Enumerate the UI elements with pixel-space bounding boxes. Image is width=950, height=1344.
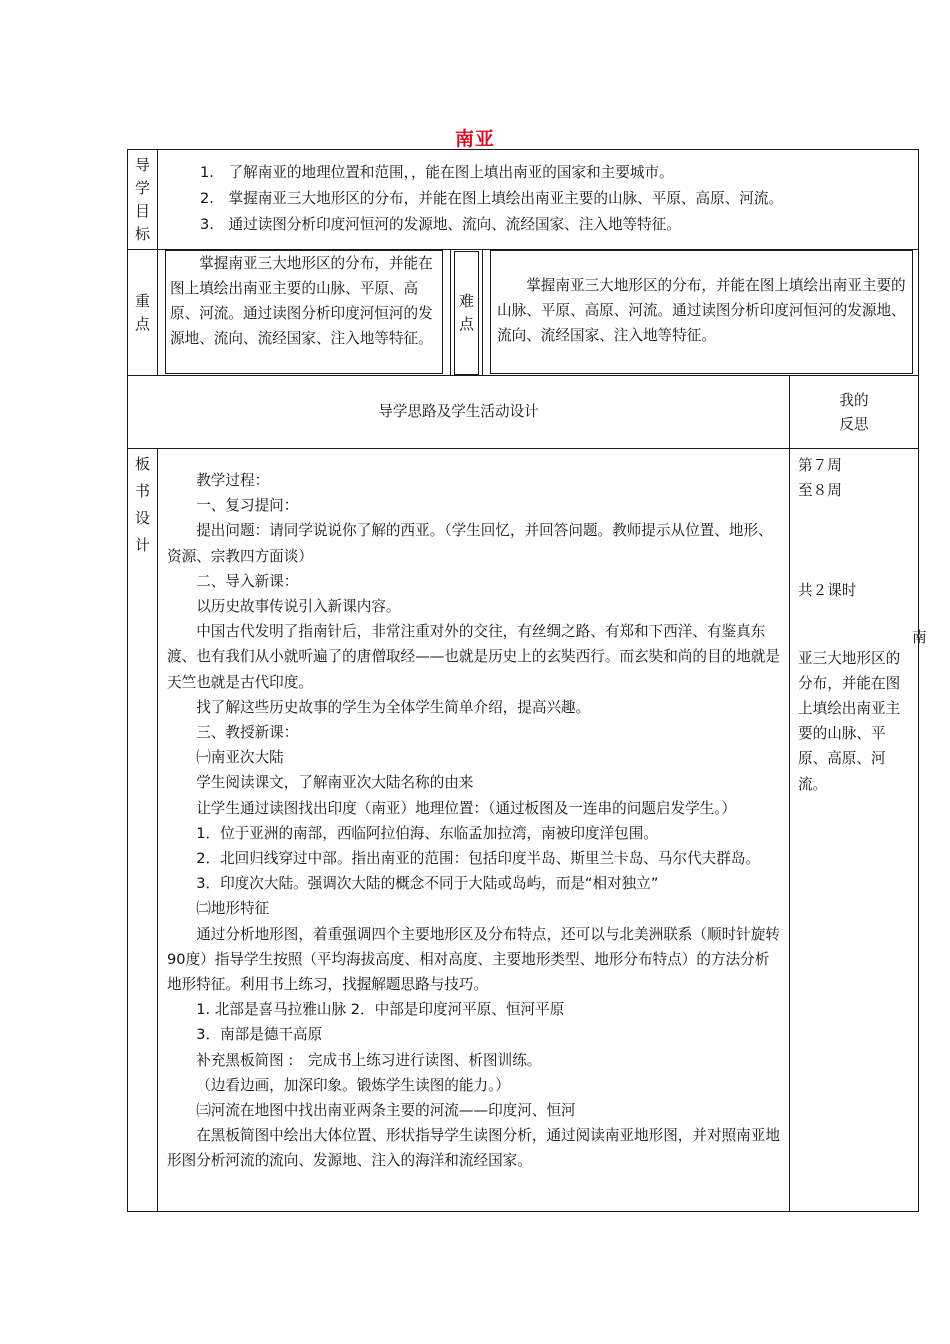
margin-char: 南 [912,629,927,646]
process-paragraph: 补充黑板简图 : 完成书上练习进行读图、析图训练。 [196,1051,542,1069]
board-label-char: 书 [134,482,150,500]
process-paragraph: 2．北回归线穿过中部。指出南亚的范围：包括印度半岛、斯里兰卡岛、马尔代夫群岛。 [196,850,761,868]
key-points-text: 掌握南亚三大地形区的分布，并能在图上填绘出南亚主要的山脉、平原、高原、河流。通过读图分析印度河恒河的发源地、流向、流经国家、注入地等特征。 [170,255,433,347]
reflection-header-cell [789,375,919,449]
difficult-points-text: 掌握南亚三大地形区的分布，并能在图上填绘出南亚主要的山脉、平原、高原、河流。通过读图分析印度河恒河的发源地、流向、流经国家、注入地等特征。 [497,277,906,344]
page-title: 南亚 [454,128,495,150]
process-paragraph: ㈢河流在地图中找出南亚两条主要的河流——印度河、恒河 [196,1102,576,1120]
objectives-label-char: 标 [134,224,150,243]
process-paragraph: 让学生通过读图找出印度（南亚）地理位置：（通过板图及一连串的问题启发学生。） [196,799,737,817]
reflection-note: 亚三大地形区的分布，并能在图上填绘出南亚主要的山脉、平原、高原、河流。 [798,649,901,793]
process-paragraph: 3．印度次大陆。强调次大陆的概念不同于大陆或岛屿，而是“相对独立” [196,875,659,893]
difficult-points-label [450,249,483,376]
reflection-notes [798,453,914,797]
objective-item-1: 1. 了解南亚的地理位置和范围，，能在图上填出南亚的国家和主要城市。 [200,164,674,181]
key-points-label [127,249,158,376]
key-points-inner-box [165,250,443,374]
board-label-cell [127,448,158,1212]
difficult-points-inner-box [490,250,913,374]
objectives-label-char: 导 [134,155,150,174]
process-paragraph: 在黑板简图中绘出大体位置、形状指导学生读图分析，通过阅读南亚地形图，并对照南亚地形图分析河流的流向、发源地、注入的海洋和流经国家。 [167,1127,780,1170]
lesson-count: 共２课时 [798,582,857,600]
key-points-label-char: 重 [134,291,150,310]
process-paragraph: 中国古代发明了指南针后，非常注重对外的交往，有丝绸之路、有郑和下西洋、有鉴真东渡、也有我们从小就听遍了的唐僧取经——也就是历史上的玄奘西行。而玄奘和尚的目的地就是天竺也就是古代印度。 [167,623,780,691]
process-paragraph: （边看边画，加深印象。锻炼学生读图的能力。） [196,1076,510,1094]
reflection-header-line2: 反思 [839,416,869,433]
objectives-label [127,149,158,250]
process-paragraph: 一、复习提问： [196,497,299,515]
reflection-header-line1: 我的 [839,392,869,409]
key-points-label-char: 点 [134,314,150,333]
process-paragraph: 找了解这些历史故事的学生为全体学生简单介绍，提高兴趣。 [196,698,591,716]
design-header-title: 导学思路及学生活动设计 [378,403,539,420]
objectives-label-char: 学 [134,178,150,197]
objective-item-3: 3. 通过读图分析印度河恒河的发源地、流向、流经国家、注入地等特征。 [200,216,681,233]
process-paragraph: 1. 北部是喜马拉雅山脉 2．中部是印度河平原、恒河平原 [196,1001,565,1019]
board-label-char: 板 [134,455,150,473]
process-paragraph: 以历史故事传说引入新课内容。 [196,598,401,616]
board-label-char: 计 [134,536,150,554]
objective-item-2: 2. 掌握南亚三大地形区的分布，并能在图上填绘出南亚主要的山脉、平原、高原、河流。 [200,190,784,207]
week-line2: 至８周 [798,482,842,500]
process-paragraph: ㈡地形特征 [196,900,270,918]
reflection-cell [789,448,919,1212]
difficult-points-label-char: 点 [458,315,474,333]
board-label-char: 设 [134,509,150,527]
week-line1: 第７周 [798,457,842,474]
process-paragraph: ㈠南亚次大陆 [196,749,284,767]
process-paragraph: 提出问题：请同学说说你了解的西亚。（学生回忆，并回答问题。教师提示从位置、地形、资源、宗教四方面谈） [167,522,773,565]
process-paragraph: 1．位于亚洲的南部，西临阿拉伯海、东临孟加拉湾，南被印度洋包围。 [196,824,658,842]
difficult-label-inner [454,251,479,375]
objectives-label-char: 目 [134,201,150,220]
board-content-cell [157,448,790,1212]
process-paragraph: 三、教授新课： [196,724,299,742]
process-paragraph: 通过分析地形图，着重强调四个主要地形区及分布特点，还可以与北美洲联系（顺时针旋转90度）指导学生按照（平均海拔高度、相对高度、主要地形类型、地形分布特点）的方法分析地形特征。利用书上练习，找握解题思路与技巧。 [167,925,780,994]
process-paragraph: 学生阅读课文，了解南亚次大陆名称的由来 [196,774,474,792]
process-paragraph: 二、导入新课： [196,572,299,590]
teaching-process [167,468,782,1174]
process-paragraph: 教学过程： [196,472,270,489]
process-paragraph: 3．南部是德干高原 [196,1026,323,1044]
difficult-points-label-char: 难 [458,292,474,310]
